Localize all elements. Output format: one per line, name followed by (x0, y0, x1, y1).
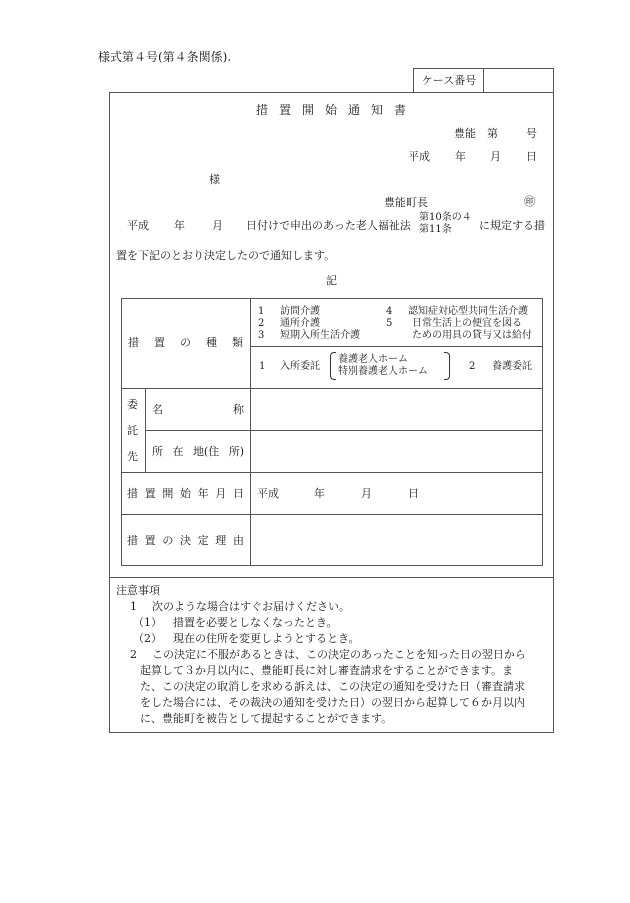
date-year: 年 (455, 150, 466, 163)
date-era: 平成 (408, 150, 430, 163)
number-dai: 第 (487, 127, 498, 140)
consignee-label-1: 委 (127, 398, 138, 411)
addressee-suffix: 様 (209, 173, 220, 186)
note-2-line: 起算して３か月以内に、豊能町長に対し審査請求をすることができます。ま (140, 664, 514, 677)
measure-type-label: 措 置 の 種 類 (128, 336, 243, 349)
start-date-era: 平成 (257, 487, 279, 500)
placement-option-2-label: 養護委託 (492, 361, 532, 372)
date-day: 日 (526, 150, 537, 163)
seal-mark: ㊞ (524, 195, 535, 208)
address-field[interactable] (251, 431, 541, 471)
law-article-lower: 第11条 (419, 224, 452, 235)
start-date-year[interactable]: 年 (314, 487, 325, 500)
date-month: 月 (490, 150, 501, 163)
start-date-label: 措 置 開 始 年 月 日 (127, 487, 244, 500)
note-1-text: 次のような場合はすぐお届けください。 (152, 600, 350, 613)
body-year: 年 (174, 219, 185, 232)
address-label: 所 在 地(住 所) (152, 445, 244, 458)
case-number-box (413, 68, 554, 93)
body-text-1: 日付けで申出のあった老人福祉法 (246, 219, 411, 232)
consignee-label-3: 先 (127, 450, 138, 463)
start-date-month[interactable]: 月 (361, 487, 372, 500)
notes-heading: 注意事項 (116, 584, 160, 597)
placement-facility-options (330, 352, 450, 380)
type-option-3[interactable]: 3 (258, 330, 265, 341)
type-option-2-label: 通所介護 (280, 318, 320, 329)
law-article-upper: 第10条の４ (419, 212, 472, 223)
consignee-label-2: 託 (127, 424, 138, 437)
placement-option-1[interactable]: 1 (259, 361, 266, 372)
type-option-2[interactable]: 2 (258, 318, 265, 329)
case-number-field[interactable] (484, 69, 553, 92)
note-1-1-num: （1） (133, 616, 162, 629)
document-title: 措 置 開 始 通 知 書 (256, 103, 406, 117)
decision-reason-label: 措 置 の 決 定 理 由 (127, 534, 244, 547)
type-option-1-label: 訪問介護 (280, 306, 320, 317)
body-era: 平成 (127, 219, 149, 232)
option-yogo-home[interactable]: 養護老人ホーム (338, 354, 408, 365)
ki-label: 記 (326, 274, 337, 287)
placement-option-2[interactable]: 2 (469, 361, 476, 372)
type-option-3-label: 短期入所生活介護 (280, 330, 360, 341)
note-2-line: をした場合には、その裁決の通知を受けた日）の翌日から起算して６か月以内 (140, 696, 525, 709)
body-line-2: 置を下記のとおり決定したので通知します。 (116, 249, 336, 262)
decision-reason-field[interactable] (251, 515, 541, 565)
note-2-line: この決定に不服があるときは、この決定のあったことを知った日の翌日から (152, 648, 526, 661)
type-option-4[interactable]: 4 (386, 306, 393, 317)
placement-option-1-label: 入所委託 (280, 361, 320, 372)
note-1-2-num: （2） (133, 632, 162, 645)
type-option-5-label: 日常生活上の便宜を図る (412, 318, 522, 329)
form-label: 様式第４号(第４条関係). (98, 50, 232, 64)
start-date-day[interactable]: 日 (408, 487, 419, 500)
note-1-1-text: 措置を必要としなくなったとき。 (173, 616, 338, 629)
issuer-name: 豊能町長 (384, 196, 428, 209)
name-field[interactable] (251, 389, 541, 429)
body-month: 月 (212, 219, 223, 232)
case-number-label: ケース番号 (421, 74, 477, 87)
type-option-5-label-cont: ための用具の貸与又は給付 (412, 330, 532, 341)
note-2-num: 2 (130, 648, 137, 661)
name-label: 名 称 (152, 403, 244, 416)
type-option-4-label: 認知症対応型共同生活介護 (408, 306, 528, 317)
number-go: 号 (526, 127, 537, 140)
type-option-1[interactable]: 1 (258, 306, 265, 317)
note-1-2-text: 現在の住所を変更しようとするとき。 (173, 632, 360, 645)
note-2-line: に、豊能町を被告として提起することができます。 (140, 712, 393, 725)
option-tokubetsu-yogo-home[interactable]: 特別養護老人ホーム (338, 366, 428, 377)
note-1-num: 1 (130, 600, 137, 613)
number-prefix: 豊能 (454, 127, 476, 140)
note-2-line: た、この決定の取消しを求める訴えは、この決定の通知を受けた日（審査請求 (140, 680, 525, 693)
type-option-5[interactable]: 5 (386, 318, 393, 329)
body-text-2: に規定する措 (479, 219, 545, 232)
